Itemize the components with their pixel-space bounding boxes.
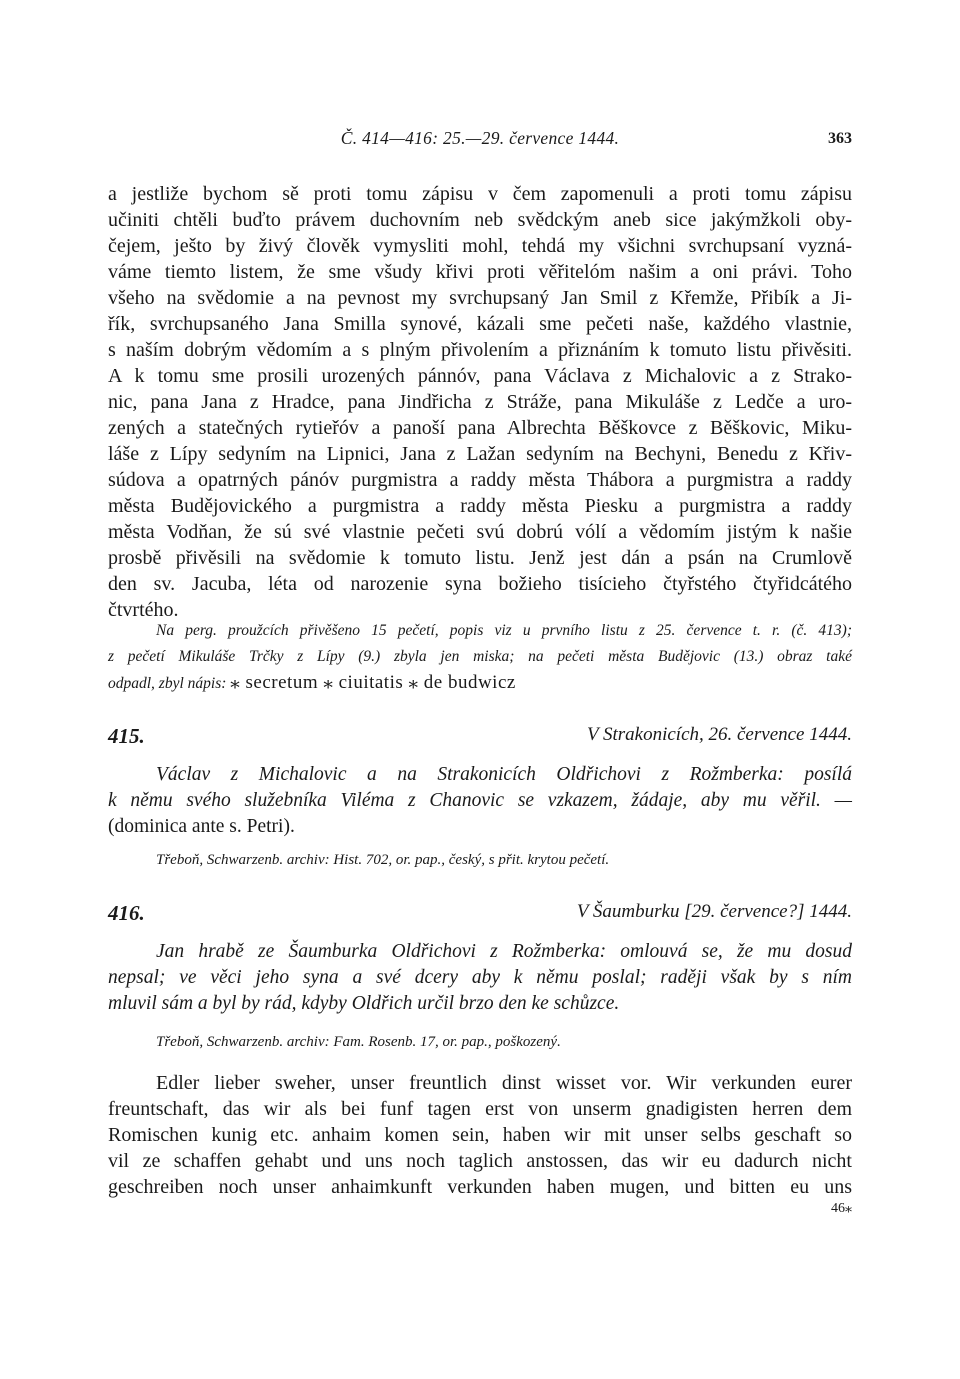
text-line: A k tomu sme prosili urozených pánnóv, pana Václava z Michalovic a z Strako-: [108, 365, 852, 387]
text-line: čejem, ješto by živý člověk vymysliti mohl, tehdá my všichni svrchupsaní vyzná-: [108, 235, 852, 257]
text-line: vil ze schaffen gehabt und uns noch taglich anstossen, das wir eu dadurch nicht: [108, 1150, 852, 1172]
text-line: váme tiemto listem, že sme všudy křivi proti věřitelóm našim a oni právi. Toho: [108, 261, 852, 283]
text-line: den sv. Jacuba, léta od narozenie syna božieho tisícieho čtyřstého čtyřidcátého: [108, 573, 852, 595]
text-line: města Vodňan, že sú své vlastnie pečeti svú dobrú vólí a vědomím jistým k našie: [108, 521, 852, 543]
entry-414-text: [108, 181, 852, 623]
note-line-last: [108, 670, 852, 697]
note-line: Na perg. proužcích přivěšeno 15 pečetí, popis viz u prvního listu z 25. července t. r. (č. 413);: [156, 622, 852, 639]
text-line: učiniti chtěli buďto právem duchovním neb svědckým aneb sice jakýmžkoli oby-: [108, 209, 852, 231]
text-line: geschreiben noch unser anhaimkunft verkunden haben mugen, und bitten eu uns: [108, 1176, 852, 1198]
text-line: řík, svrchupsaného Jana Smilla synové, kázali sme pečeti naše, každého vlastnie,: [108, 313, 852, 335]
page-number: 363: [828, 130, 852, 147]
entry-416-summary: [108, 939, 852, 1017]
note-line: z pečetí Mikuláše Trčky z Lípy (9.) zbyla jen miska; na pečeti města Budějovic (13.) obraz také: [108, 648, 852, 665]
text-line: prosbě přivěsili na svědomie k tomuto listu. Jenž jest dán a psán na Crumlově: [108, 547, 852, 569]
note-prefix: odpadl, zbyl nápis:: [108, 675, 227, 692]
text-line: a jestliže bychom sě proti tomu zápisu v čem zapomenuli a proti tomu zápisu: [108, 183, 852, 205]
text-line: zených a statečných rytieřóv a panoší pana Albrechta Běškovce z Běškovic, Miku-: [108, 417, 852, 439]
summary-line: Václav z Michalovic a na Strakonicích Oldřichovi z Rožmberka: posílá: [156, 764, 852, 785]
text-line: města Budějovického a purgmistra a raddy města Piesku a purgmistra a raddy: [108, 495, 852, 517]
entry-414-note: [108, 618, 852, 697]
entry-place-date: V Šaumburku [29. července?] 1444.: [576, 901, 852, 922]
text-line: čtvrtého.: [108, 599, 179, 621]
text-line: súdova a opatrných pánóv purgmistra a raddy města Thábora a purgmistra a raddy: [108, 469, 852, 491]
text-line: freuntschaft, das wir als bei funf tagen erst von unserm gnadigisten herren dem: [108, 1098, 852, 1120]
running-head: [108, 128, 852, 158]
text-line: s naším dobrým vědomím a s plným přivolením a přiznáním k tomuto listu přivěsiti.: [108, 339, 852, 361]
text-line: všeho na svědomie a na pevnost my svrchupsaný Jan Smil z Křemže, Přibík a Ji-: [108, 287, 852, 309]
running-title: Č. 414—416: 25.—29. července 1444.: [340, 128, 620, 148]
entry-415-archive: Třeboň, Schwarzenb. archiv: Hist. 702, or. pap., český, s přit. krytou pečetí.: [156, 852, 610, 868]
summary-line: mluvil sám a byl by rád, kdyby Oldřich určil brzo den ke schůzce.: [108, 993, 620, 1014]
entry-number: 416.: [108, 901, 145, 925]
entry-415-heading: [108, 724, 852, 754]
summary-line: k němu svého služebníka Viléma z Chanovic se vzkazem, žádaje, aby mu věřil. —: [108, 790, 852, 811]
text-line: Romischen kunig etc. anhaim komen sein, haben wir mit unser selbs geschaft so: [108, 1124, 852, 1146]
entry-416-heading: [108, 901, 852, 931]
entry-number: 415.: [108, 724, 145, 748]
seal-legend: ⁎ secretum ⁎ ciuitatis ⁎ de budwicz: [230, 672, 516, 693]
signature-mark: 46⁎: [831, 1201, 852, 1216]
text-line: láše z Lípy sedyním na Lipnici, Jana z Lažan sedyním na Bechyni, Benedu z Křiv-: [108, 443, 852, 465]
entry-place-date: V Strakonicích, 26. července 1444.: [586, 724, 852, 745]
entry-416-text: [108, 1070, 852, 1200]
summary-line: nepsal; ve věci jeho syna a své dcery aby k němu poslal; raději však by s ním: [108, 967, 852, 988]
text-line: nic, pana Jana z Hradce, pana Jindřicha z Stráže, pana Mikuláše z Ledče a uro-: [108, 391, 852, 413]
entry-415-summary: [108, 762, 852, 840]
text-line: Edler lieber sweher, unser freuntlich dinst wisset vor. Wir verkunden eurer: [156, 1072, 852, 1094]
summary-date: (dominica ante s. Petri).: [108, 816, 295, 837]
entry-416-archive: Třeboň, Schwarzenb. archiv: Fam. Rosenb. 17, or. pap., poškozený.: [156, 1034, 561, 1050]
summary-line: Jan hrabě ze Šaumburka Oldřichovi z Rožmberka: omlouvá se, že mu dosud: [156, 941, 852, 962]
